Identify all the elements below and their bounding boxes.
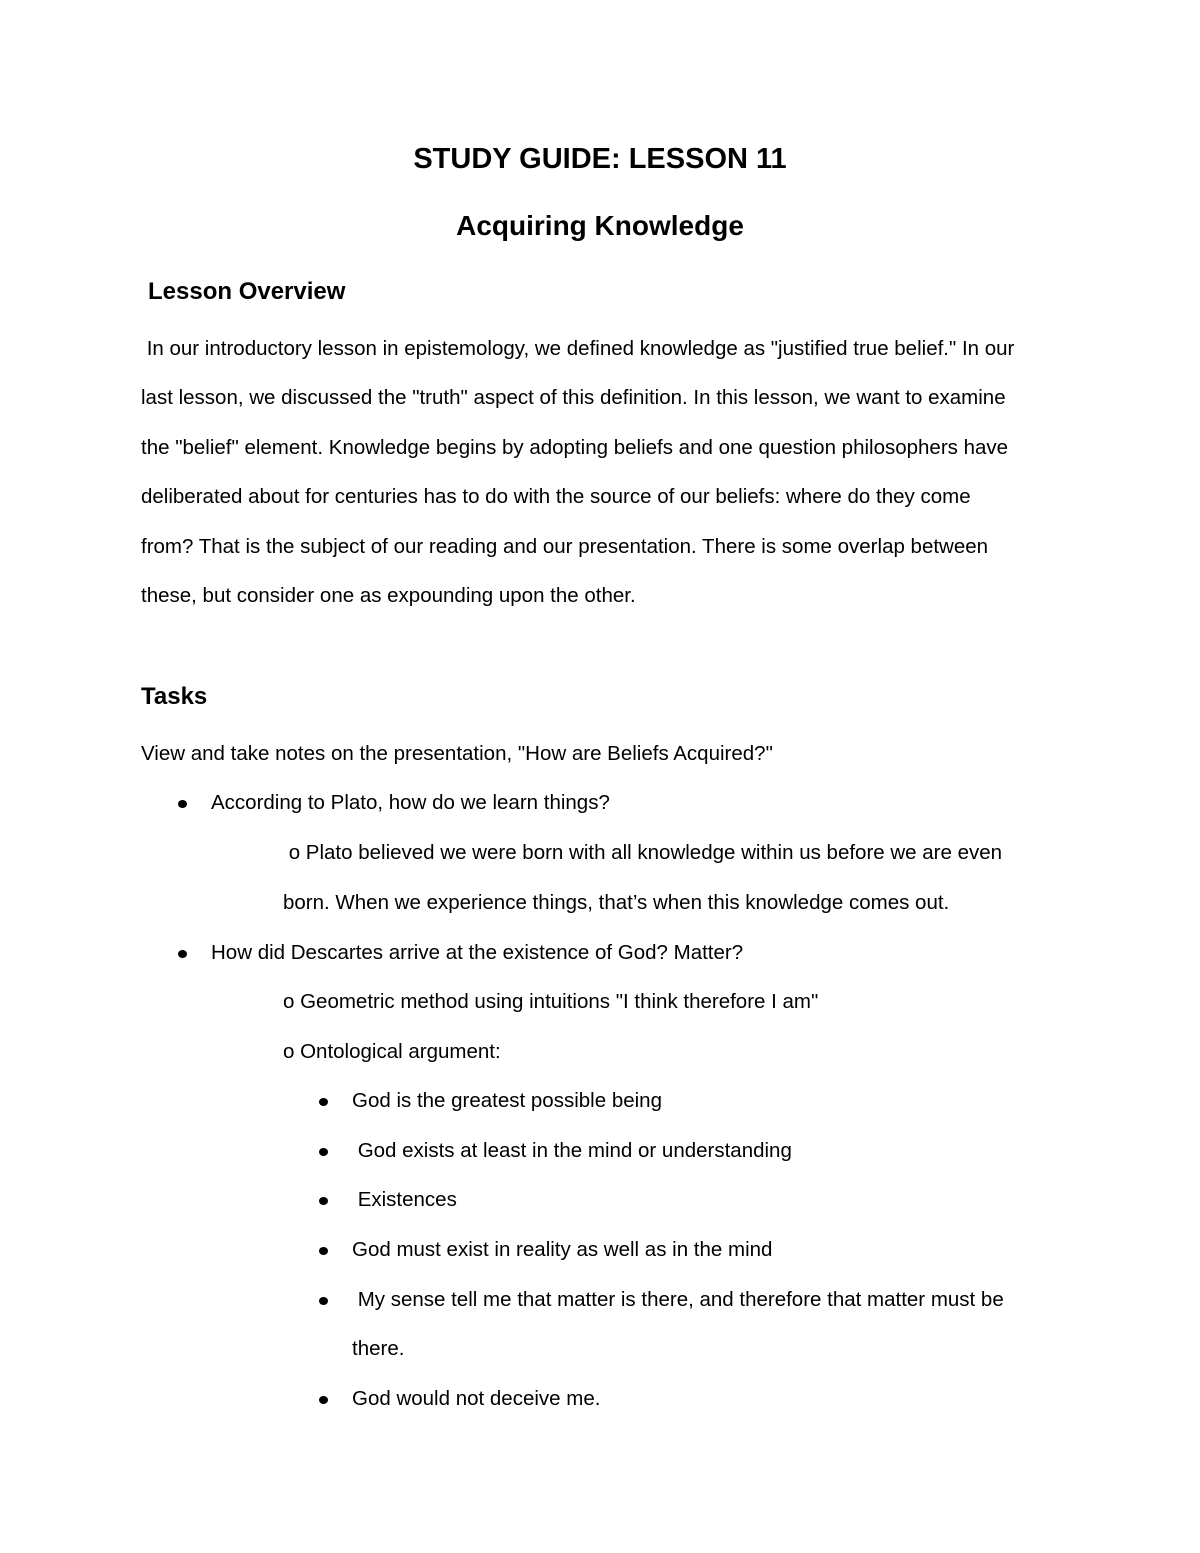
bullet-icon [319, 1247, 328, 1255]
bullet-icon [319, 1197, 328, 1205]
sub-bullet-5-continued: there. [352, 1337, 405, 1360]
lesson-overview-heading: Lesson Overview [148, 278, 346, 305]
answer-plato-line-1: o Plato believed we were born with all knowledge within us before we are even [283, 841, 1003, 864]
sub-bullet-6: God would not deceive me. [352, 1387, 601, 1410]
bullet-icon [319, 1396, 328, 1404]
overview-line-4: deliberated about for centuries has to do with the source of our beliefs: where do they come [141, 485, 971, 508]
document-title: STUDY GUIDE: LESSON 11 [413, 143, 787, 175]
question-plato: According to Plato, how do we learn things? [211, 791, 610, 814]
overview-line-6: these, but consider one as expounding upon the other. [141, 584, 636, 607]
document-subtitle: Acquiring Knowledge [456, 210, 744, 241]
bullet-icon [319, 1297, 328, 1305]
bullet-icon [319, 1148, 328, 1156]
sub-bullet-1: God is the greatest possible being [352, 1089, 662, 1112]
tasks-intro: View and take notes on the presentation, "How are Beliefs Acquired?" [141, 742, 773, 765]
overview-line-3: the "belief" element. Knowledge begins by adopting beliefs and one question philosophers have [141, 436, 1009, 459]
bullet-icon [178, 800, 187, 808]
question-descartes: How did Descartes arrive at the existence of God? Matter? [211, 941, 744, 964]
sub-bullet-3: Existences [352, 1188, 457, 1211]
bullet-icon [178, 950, 187, 958]
tasks-heading: Tasks [141, 683, 208, 710]
overview-line-1: In our introductory lesson in epistemology, we defined knowledge as "justified true belief." In our [141, 337, 1015, 360]
overview-line-5: from? That is the subject of our reading and our presentation. There is some overlap between [141, 535, 989, 558]
answer-plato-line-2: born. When we experience things, that’s when this knowledge comes out. [283, 891, 950, 914]
sub-bullet-5: My sense tell me that matter is there, and therefore that matter must be [352, 1288, 1004, 1311]
overview-line-2: last lesson, we discussed the "truth" aspect of this definition. In this lesson, we want to examine [141, 386, 1006, 409]
answer-geometric-method: o Geometric method using intuitions "I think therefore I am" [283, 990, 819, 1013]
sub-bullet-2: God exists at least in the mind or understanding [352, 1139, 792, 1162]
bullet-icon [319, 1098, 328, 1106]
sub-bullet-4: God must exist in reality as well as in the mind [352, 1238, 773, 1261]
answer-ontological-argument: o Ontological argument: [283, 1040, 501, 1063]
